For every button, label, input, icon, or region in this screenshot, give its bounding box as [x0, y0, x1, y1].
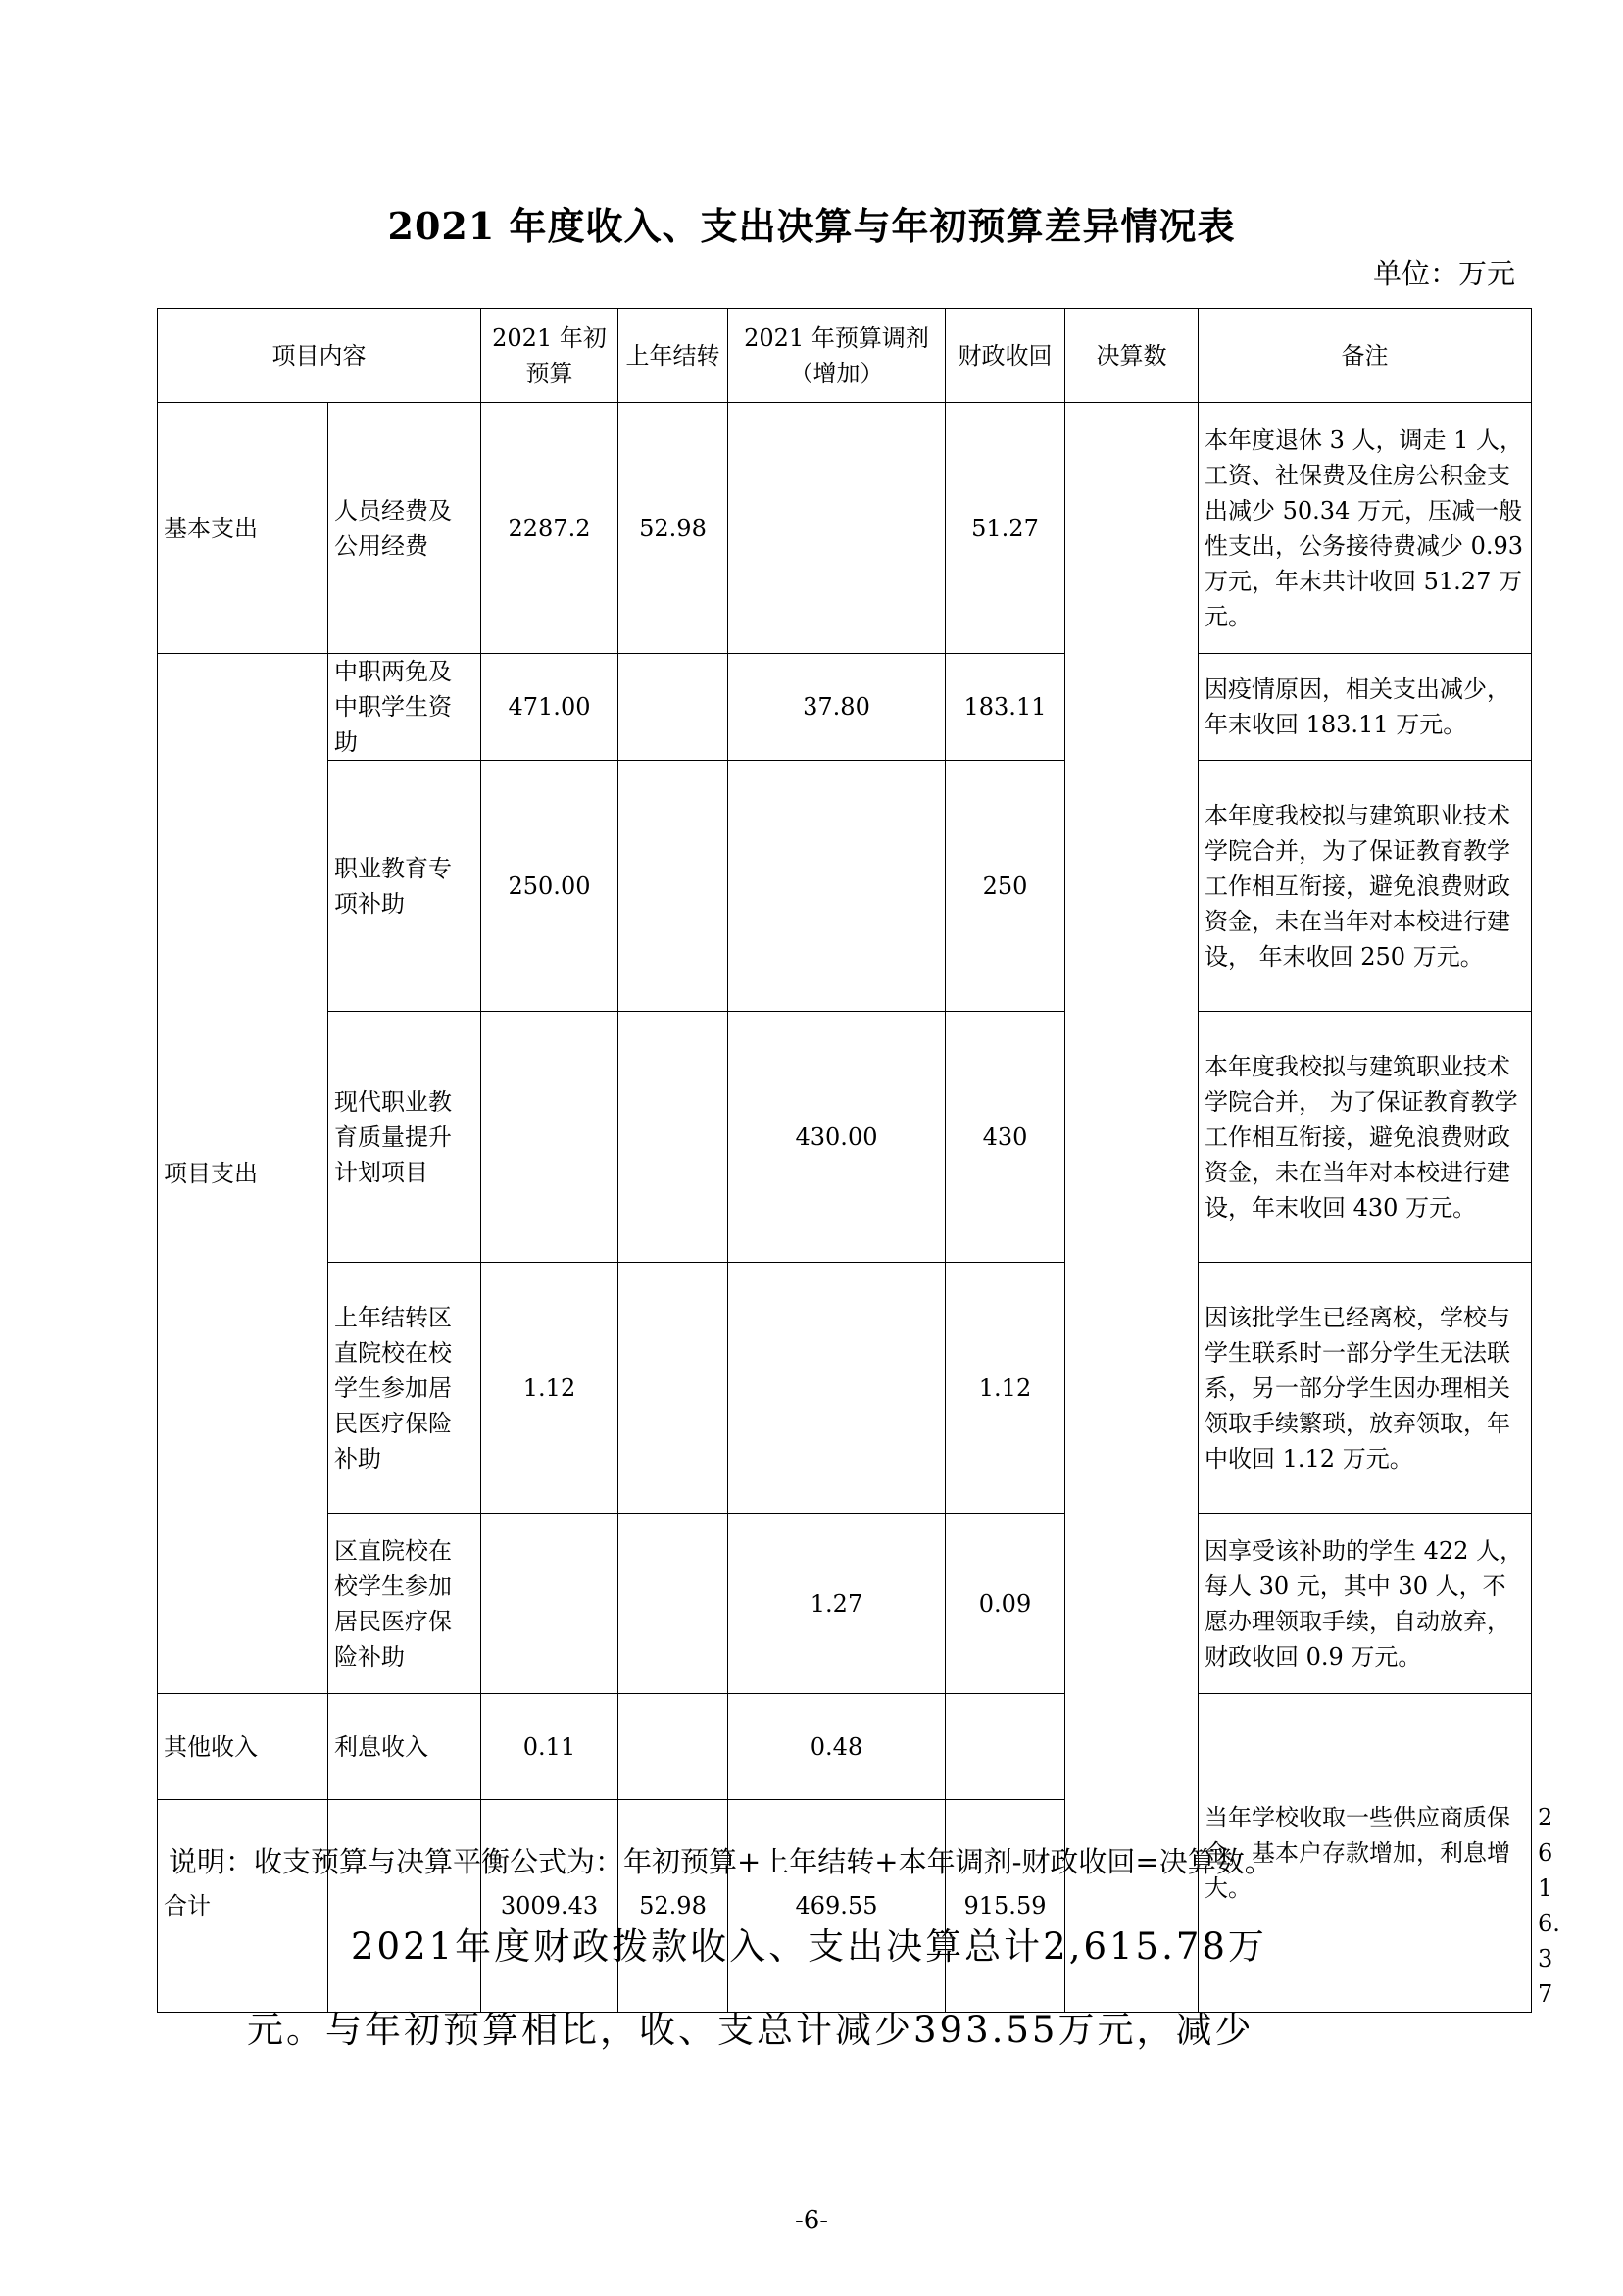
group-basic-expense: 基本支出 — [158, 403, 328, 654]
item-name: 职业教育专项补助 — [328, 761, 481, 1012]
carryover-value — [618, 654, 728, 761]
initial-budget-value — [481, 1012, 618, 1263]
adjustment-value — [728, 761, 946, 1012]
table-row — [158, 1694, 1532, 1800]
item-name: 中职两免及中职学生资助 — [328, 654, 481, 761]
recovered-value: 1.12 — [946, 1263, 1065, 1514]
group-project-expense: 项目支出 — [158, 654, 328, 1694]
carryover-value: 52.98 — [618, 403, 728, 654]
recovered-value: 51.27 — [946, 403, 1065, 654]
initial-budget-value: 0.11 — [481, 1694, 618, 1800]
total-carryover: 52.98 — [618, 1800, 728, 2013]
final-merged-cell — [1065, 403, 1199, 2013]
header-adjustment: 2021 年预算调剂（增加） — [728, 309, 946, 403]
table-row — [158, 1263, 1532, 1514]
initial-budget-value: 471.00 — [481, 654, 618, 761]
remark-text: 因疫情原因，相关支出减少，年末收回 183.11 万元。 — [1199, 654, 1532, 761]
initial-budget-value — [481, 1514, 618, 1694]
header-carryover: 上年结转 — [618, 309, 728, 403]
table-row — [158, 1012, 1532, 1263]
header-remark: 备注 — [1199, 309, 1532, 403]
paragraph-line-1: 2021年度财政拨款收入、支出决算总计2,615.78万 — [351, 1925, 1267, 1968]
adjustment-value: 1.27 — [728, 1514, 946, 1694]
item-name: 区直院校在校学生参加居民医疗保险补助 — [328, 1514, 481, 1694]
adjustment-value — [728, 1263, 946, 1514]
table-row — [158, 654, 1532, 761]
header-row — [158, 309, 1532, 403]
total-row: 合计 3009.43 52.98 469.55 915.59 2616.37 — [158, 1800, 1532, 2013]
recovered-value: 183.11 — [946, 654, 1065, 761]
carryover-value — [618, 1694, 728, 1800]
header-initial-budget: 2021 年初预算 — [481, 309, 618, 403]
total-initial-budget: 3009.43 — [481, 1800, 618, 2013]
item-name: 人员经费及公用经费 — [328, 403, 481, 654]
adjustment-value: 0.48 — [728, 1694, 946, 1800]
budget-difference-table — [157, 308, 1560, 2013]
carryover-value — [618, 761, 728, 1012]
total-label: 合计 — [158, 1800, 328, 2013]
header-recovered: 财政收回 — [946, 309, 1065, 403]
table-row — [158, 403, 1532, 654]
remark-text: 当年学校收取一些供应商质保金，基本户存款增加，利息增大。 — [1199, 1694, 1532, 2013]
paragraph-line-2: 元。与年初预算相比，收、支总计减少393.55万元，减少 — [247, 2009, 1254, 2051]
adjustment-value: 37.80 — [728, 654, 946, 761]
initial-budget-value: 2287.2 — [481, 403, 618, 654]
carryover-value — [618, 1263, 728, 1514]
total-empty-cell — [328, 1800, 481, 2013]
header-final: 决算数 — [1065, 309, 1199, 403]
table-row — [158, 1514, 1532, 1694]
remark-text: 本年度退休 3 人，调走 1 人，工资、社保费及住房公积金支出减少 50.34 万元，压减一般性支出，公务接待费减少 0.93 万元，年末共计收回 51.27 万元。 — [1199, 403, 1532, 654]
table-row — [158, 761, 1532, 1012]
item-name: 上年结转区直院校在校学生参加居民医疗保险补助 — [328, 1263, 481, 1514]
remark-text: 因该批学生已经离校，学校与学生联系时一部分学生无法联系，另一部分学生因办理相关领取手续繁琐，放弃领取，年中收回 1.12 万元。 — [1199, 1263, 1532, 1514]
unit-label: 单位：万元 — [1372, 257, 1515, 290]
recovered-value — [946, 1694, 1065, 1800]
item-name: 现代职业教育质量提升计划项目 — [328, 1012, 481, 1263]
adjustment-value: 430.00 — [728, 1012, 946, 1263]
total-recovered: 915.59 — [946, 1800, 1065, 2013]
recovered-value: 0.09 — [946, 1514, 1065, 1694]
formula-note: 说明：收支预算与决算平衡公式为：年初预算+上年结转+本年调剂-财政收回=决算数。 — [169, 1845, 1273, 1878]
header-item: 项目内容 — [158, 309, 481, 403]
remark-text: 因享受该补助的学生 422 人，每人 30 元，其中 30 人，不愿办理领取手续，自动放弃， 财政收回 0.9 万元。 — [1199, 1514, 1532, 1694]
recovered-value: 250 — [946, 761, 1065, 1012]
remark-text: 本年度我校拟与建筑职业技术学院合并，为了保证教育教学工作相互衔接，避免浪费财政资金，未在当年对本校进行建设， 年末收回 250 万元。 — [1199, 761, 1532, 1012]
initial-budget-value: 1.12 — [481, 1263, 618, 1514]
remark-text: 本年度我校拟与建筑职业技术学院合并， 为了保证教育教学工作相互衔接，避免浪费财政资金，未在当年对本校进行建设，年末收回 430 万元。 — [1199, 1012, 1532, 1263]
item-name: 利息收入 — [328, 1694, 481, 1800]
total-adjustment: 469.55 — [728, 1800, 946, 2013]
initial-budget-value: 250.00 — [481, 761, 618, 1012]
adjustment-value — [728, 403, 946, 654]
page-number: -6- — [794, 2206, 829, 2235]
carryover-value — [618, 1012, 728, 1263]
carryover-value — [618, 1514, 728, 1694]
table-title: 2021 年度收入、支出决算与年初预算差异情况表 — [387, 204, 1236, 248]
group-other-income: 其他收入 — [158, 1694, 328, 1800]
recovered-value: 430 — [946, 1012, 1065, 1263]
